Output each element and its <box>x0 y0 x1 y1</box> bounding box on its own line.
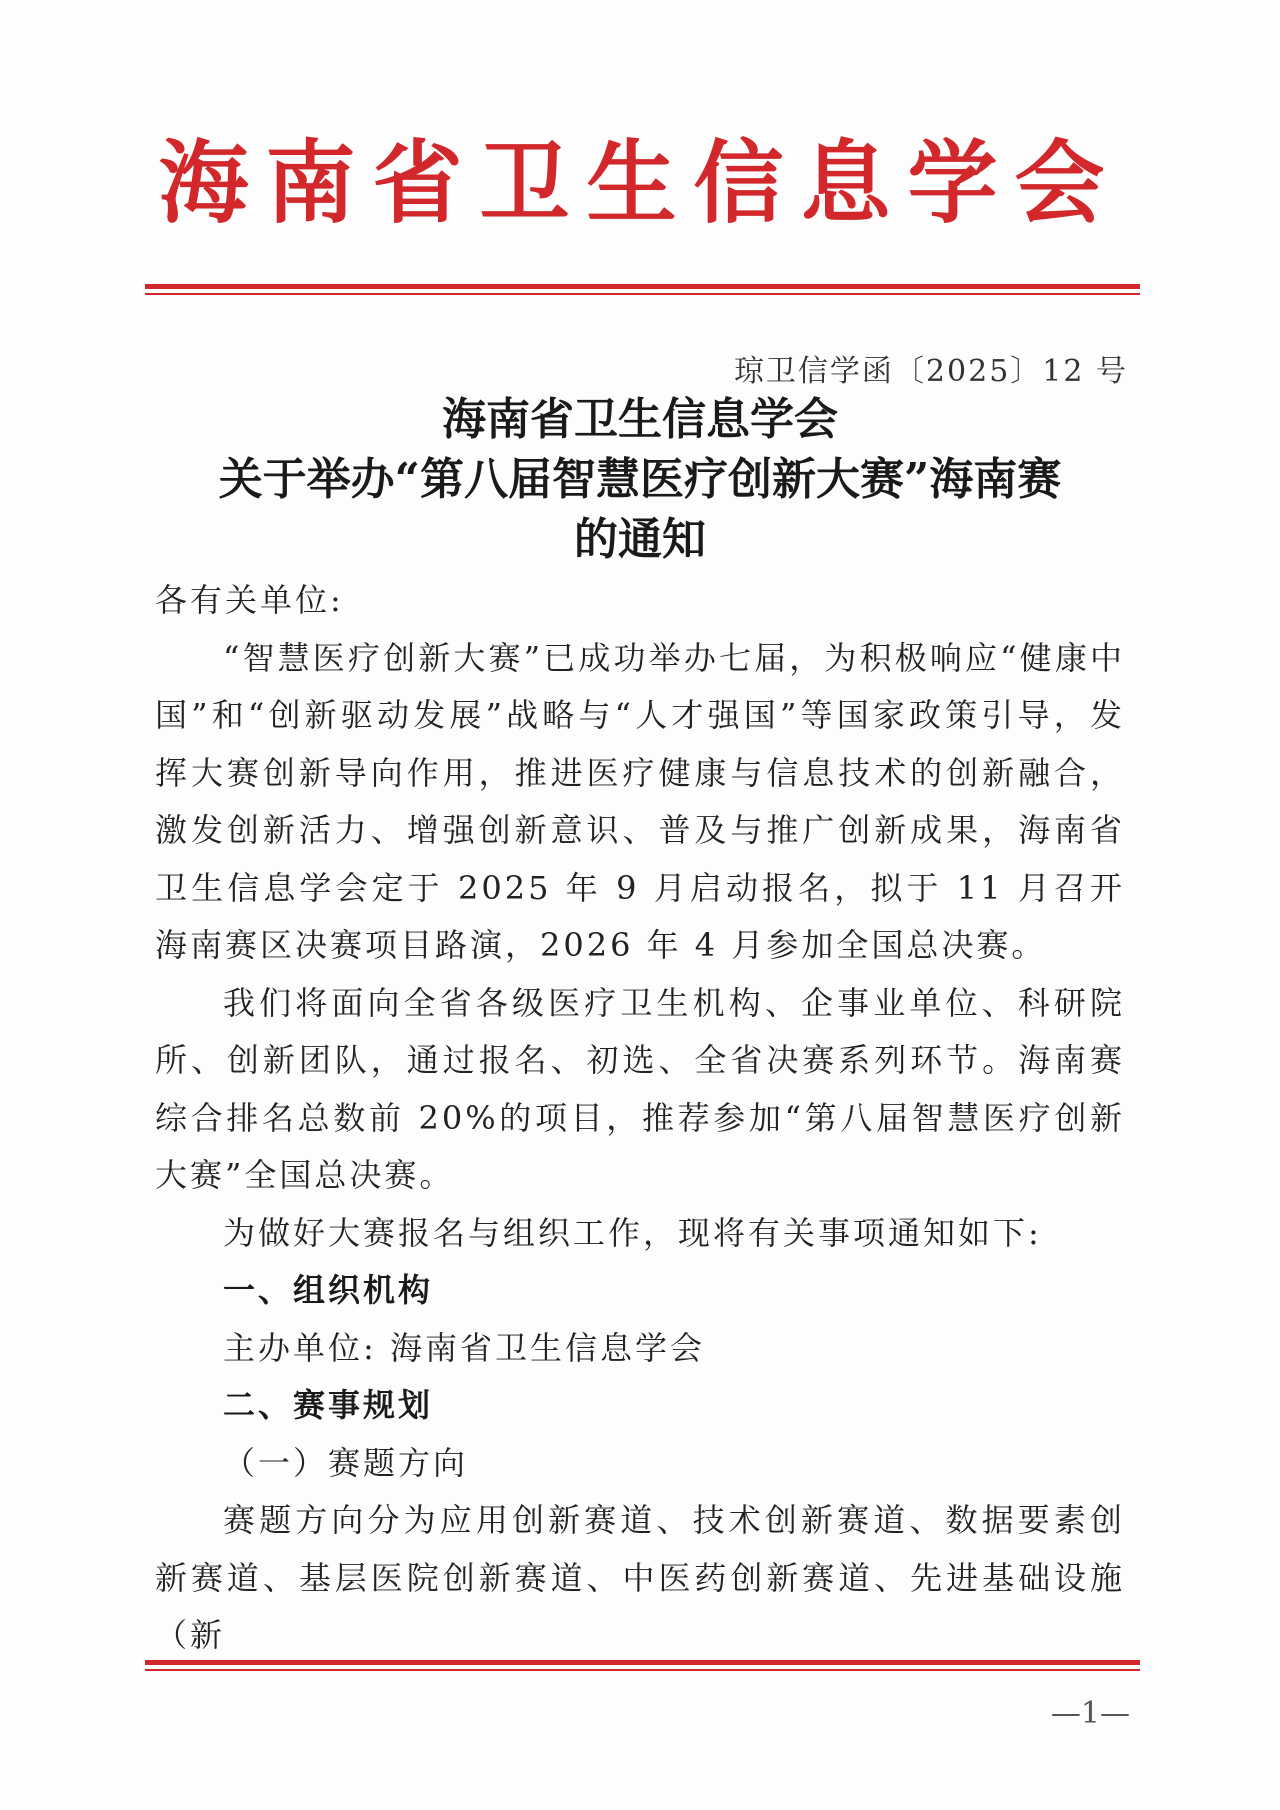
subsection-heading-topics: （一）赛题方向 <box>223 1443 469 1482</box>
paragraph-intro: “智慧医疗创新大赛”已成功举办七届，为积极响应“健康中国”和“创新驱动发展”战略与“人才强国”等国家政策引导，发挥大赛创新导向作用，推进医疗健康与信息技术的创新融合，激发创新活力、增强创新意识、普及与推广创新成果，海南省卫生信息学会定于 2025 年 9 月启动报名，拟于 11 月召开海南赛区决赛项目路演，2026 年 4 月参加全国总决赛。 <box>155 638 1125 964</box>
header-divider <box>145 284 1140 295</box>
paragraph-scope: 我们将面向全省各级医疗卫生机构、企事业单位、科研院所、创新团队，通过报名、初选、全省决赛系列环节。海南赛综合排名总数前 20%的项目，推荐参加“第八届智慧医疗创新大赛”全国总决赛。 <box>155 983 1125 1194</box>
paragraph-topics: 赛题方向分为应用创新赛道、技术创新赛道、数据要素创新赛道、基层医院创新赛道、中医药创新赛道、先进基础设施（新 <box>155 1501 1125 1654</box>
header-divider-thin <box>145 293 1140 295</box>
organizer-line: 主办单位: 海南省卫生信息学会 <box>223 1328 705 1367</box>
title-line-3: 的通知 <box>574 514 706 565</box>
title-line-2: 关于举办“第八届智慧医疗创新大赛”海南赛 <box>218 454 1062 505</box>
document-title <box>150 390 1130 570</box>
header-divider-thick <box>145 284 1140 289</box>
section-heading-planning: 二、赛事规划 <box>223 1386 434 1424</box>
org-letterhead: 海南省卫生信息学会 <box>158 130 1122 236</box>
footer-divider-thin <box>145 1669 1140 1671</box>
footer-divider-thick <box>145 1660 1140 1665</box>
document-body <box>155 572 1125 1665</box>
section-heading-organization: 一、组织机构 <box>223 1271 434 1309</box>
paragraph-notice: 为做好大赛报名与组织工作，现将有关事项通知如下: <box>223 1213 1042 1252</box>
document-number: 琼卫信学函〔2025〕12 号 <box>733 354 1128 389</box>
footer-divider <box>145 1660 1140 1671</box>
salutation: 各有关单位: <box>155 581 344 619</box>
title-line-1: 海南省卫生信息学会 <box>442 394 838 445</box>
page-number: —1— <box>1050 1696 1130 1731</box>
